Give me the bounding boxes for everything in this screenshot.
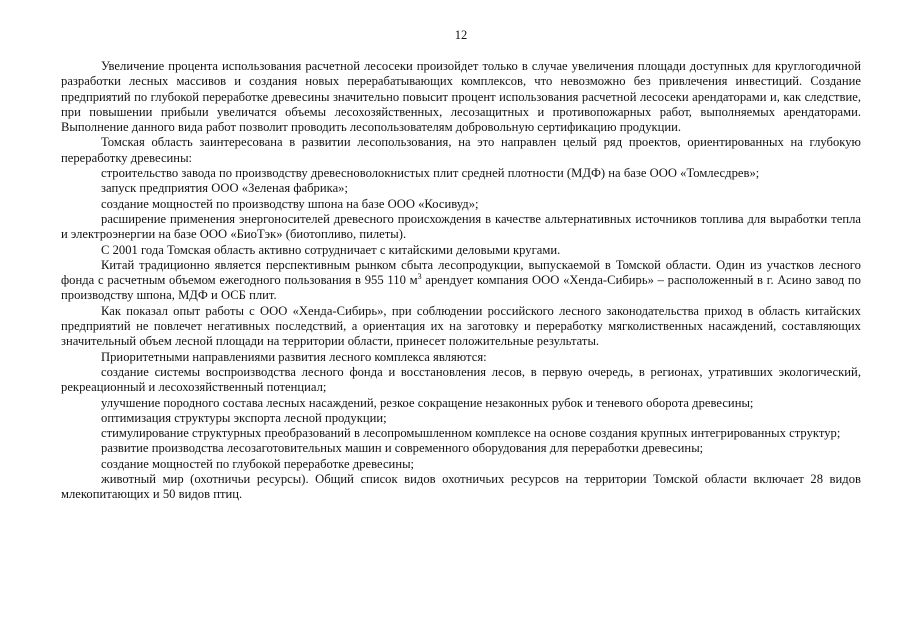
list-item-green-factory: запуск предприятия ООО «Зеленая фабрика»; [101, 181, 349, 196]
list-item-kosivud: создание мощностей по производству шпона на базе ООО «Косивуд»; [101, 196, 479, 211]
cubic-superscript: 3 [417, 271, 422, 281]
list-item-deep-processing: создание мощностей по глубокой переработке древесины; [101, 456, 415, 471]
china-market-text-after: арендует компания ООО «Хенда-Сибирь» – расположенный в г. Асино завод по производству шпона, МДФ и ОСБ плит. [61, 273, 861, 303]
list-item-reforestation: создание системы воспроизводства лесного фонда и восстановления лесов, в первую очередь, в регионах, утративших экологический, рекреационный и лесохозяйственный потенциал; [61, 364, 861, 395]
paragraph-wildlife: животный мир (охотничьи ресурсы). Общий список видов охотничьих ресурсов на территории Томской области включает 28 видов млекопитающих и 50 видов птиц. [61, 472, 861, 502]
paragraph-2: Томская область заинтересована в развитии лесопользования, на это направлен целый ряд проектов, ориентированных на глубокую переработку древесины: [61, 135, 861, 165]
list-item-biotek: расширение применения энергоносителей древесного происхождения в качестве альтернативных источников топлива для выработки тепла и электроэнергии на базе ООО «БиоТэк» (биотопливо, пилеты). [61, 211, 861, 242]
paragraph-1: Увеличение процента использования расчетной лесосеки произойдет только в случае увеличения площади доступных для круглогодичной разработки лесных массивов и создания новых перерабатывающих комплексов, что невозможно без привлечения инвестиций. Создание предприятий по глубокой переработке древесины значительно повысит процент использования расчетной лесосеки арендаторами и, как следствие, при повышении прибыли увеличатся объемы лесохозяйственных, лесозащитных и противопожарных работ, выполняемых арендаторами. Выполнение данного вида работ позволит проводить лесопользователям добровольную сертификацию продукции. [61, 59, 861, 135]
list-item-species-composition: улучшение породного состава лесных насаждений, резкое сокращение незаконных рубок и теневого оборота древесины; [101, 395, 754, 410]
paragraph-china-market [61, 258, 861, 304]
list-item-machinery: развитие производства лесозаготовительных машин и современного оборудования для переработки древесины; [101, 441, 704, 456]
china-market-text-before: Китай традиционно является перспективным рынком сбыта лесопродукции, выпускаемой в Томской области. Один из участков лесного фонда с расчетным объемом ежегодного пользования в 955 110 м [61, 257, 861, 288]
list-item-export-structure: оптимизация структуры экспорта лесной продукции; [101, 410, 387, 425]
list-item-mdf-plant: строительство завода по производству древесноволокнистых плит средней плотности (МДФ) на базе ООО «Томлесдрев»; [101, 166, 760, 181]
list-item-structural-transformation: стимулирование структурных преобразований в лесопромышленном комплексе на основе создания крупных интегрированных структур; [101, 426, 841, 441]
paragraph-priorities-heading: Приоритетными направлениями развития лесного комплекса являются: [101, 349, 487, 364]
paragraph-china-cooperation: С 2001 года Томская область активно сотрудничает с китайскими деловыми кругами. [101, 242, 561, 257]
page-number: 12 [454, 28, 468, 42]
paragraph-henda-experience: Как показал опыт работы с ООО «Хенда-Сибирь», при соблюдении российского лесного законодательства приход в область китайских предприятий не повлечет негативных последствий, а ориентация их на заготовку и переработку мягколиственных насаждений, составляющих значительный объем лесной площади на территории области, принесет положительные результаты. [61, 303, 861, 349]
body-text [61, 59, 861, 503]
